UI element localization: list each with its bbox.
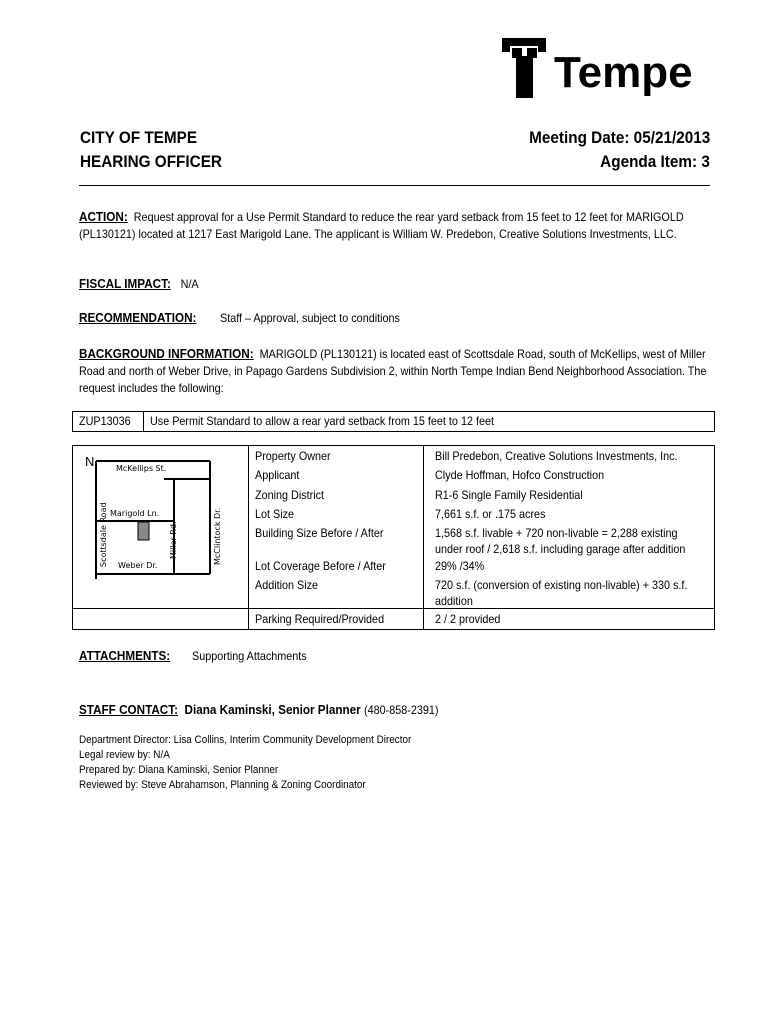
detail-label-building-size: Building Size Before / After [255,526,384,540]
detail-value-building-size: 1,568 s.f. livable + 720 non-livable = 2,288 existing under roof / 2,618 s.f. including garage after addition [435,526,686,556]
map-label-marigold: Marigold Ln. [110,509,160,518]
action-text: Request approval for a Use Permit Standard to reduce the rear yard setback from 15 feet to 12 feet for MARIGOLD (PL130121) located at 1217 East Marigold Lane. The applicant is William W. Predebon, Creative Solutions Investments, LLC. [79,210,684,241]
footer-legal: Legal review by: N/A [79,749,170,761]
agenda-item: Agenda Item: 3 [600,152,710,171]
attachments-value: Supporting Attachments [192,649,307,663]
footer-director: Department Director: Lisa Collins, Interim Community Development Director [79,734,412,746]
detail-label-zoning: Zoning District [255,488,325,502]
site-marker [138,522,149,540]
meeting-date: Meeting Date: 05/21/2013 [528,128,710,147]
fiscal-value: N/A [180,277,199,291]
detail-label-lot-size: Lot Size [255,507,295,521]
detail-value-addition-size: 720 s.f. (conversion of existing non-livable) + 330 s.f. addition [435,578,688,608]
header-city: CITY OF TEMPE [80,128,198,147]
map-label-mcclintock: McClintock Dr. [213,507,222,565]
detail-value-zoning: R1-6 Single Family Residential [435,488,583,502]
action-section [79,208,709,243]
map-label-scottsdale: Scottsdale Road [99,502,108,567]
fiscal-label: FISCAL IMPACT: [79,276,171,291]
action-label: ACTION: [79,209,128,224]
logo-wordmark: Tempe [554,48,693,97]
staff-contact-name: Diana Kaminski, Senior Planner [184,702,361,717]
location-map [76,449,246,579]
background-label: BACKGROUND INFORMATION: [79,346,254,361]
map-label-mckellips: McKellips St. [116,464,167,473]
staff-contact-phone: (480-858-2391) [363,703,439,717]
detail-value-owner: Bill Predebon, Creative Solutions Investments, Inc. [435,449,678,463]
attachments-label: ATTACHMENTS: [79,648,171,663]
staff-contact-label: STAFF CONTACT: [79,702,178,717]
map-north-label: N [85,454,95,469]
detail-label-owner: Property Owner [255,449,331,463]
footer-prepared: Prepared by: Diana Kaminski, Senior Planner [79,764,279,776]
footer-block [79,733,411,793]
detail-label-addition-size: Addition Size [255,578,319,592]
recommendation-label: RECOMMENDATION: [79,310,197,325]
request-row [72,411,715,432]
header-hearing-officer: HEARING OFFICER [80,152,222,171]
detail-value-parking: 2 / 2 provided [435,612,501,626]
tempe-logo [500,36,715,102]
detail-label-parking: Parking Required/Provided [255,612,385,626]
detail-value-applicant: Clyde Hoffman, Hofco Construction [435,468,605,482]
request-code: ZUP13036 [79,414,131,428]
background-text: MARIGOLD (PL130121) is located east of Scottsdale Road, south of McKellips, west of Miller Road and north of Weber Drive, in Papago Gardens Subdivision 2, within North Tempe Indian Bend Neighborhood Association. The request includes the following: [79,347,707,395]
background-section [79,345,710,397]
header-divider [79,185,710,186]
tempe-t-logo-icon [500,36,550,98]
staff-contact [79,702,438,717]
fiscal-section [79,276,199,291]
map-label-miller: Miller Rd. [169,521,178,559]
footer-reviewed: Reviewed by: Steve Abrahamson, Planning & Zoning Coordinator [79,779,366,791]
recommendation-value: Staff – Approval, subject to conditions [220,311,400,325]
detail-label-lot-coverage: Lot Coverage Before / After [255,559,386,573]
request-description: Use Permit Standard to allow a rear yard setback from 15 feet to 12 feet [150,414,494,428]
detail-label-applicant: Applicant [255,468,300,482]
detail-value-lot-coverage: 29% /34% [435,559,485,573]
map-label-weber: Weber Dr. [118,561,158,570]
detail-value-lot-size: 7,661 s.f. or .175 acres [435,507,546,521]
